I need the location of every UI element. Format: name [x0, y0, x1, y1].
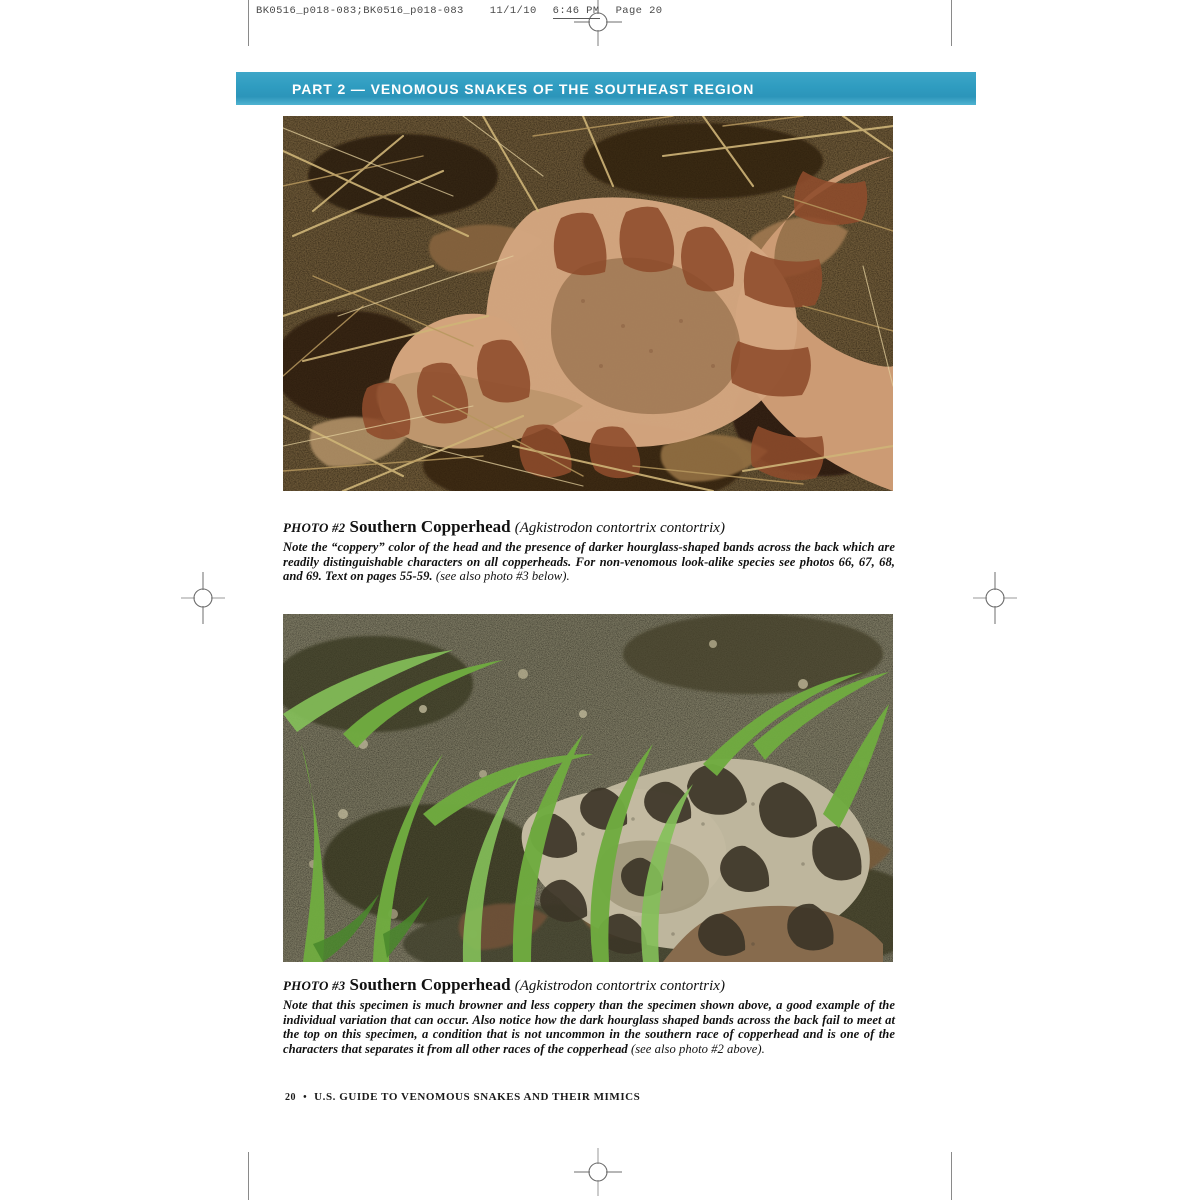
caption-photo-3 [283, 974, 895, 1057]
registration-target-icon-bottom [598, 1172, 599, 1173]
slug-date: 11/1/10 [489, 5, 537, 17]
registration-target-icon-left [203, 598, 204, 599]
page-footer [285, 1091, 640, 1103]
caption-photo-2 [283, 516, 895, 584]
slug-page-label: Page 20 [615, 5, 663, 17]
caption-body [283, 998, 895, 1057]
footer-running-title: U.S. GUIDE TO VENOMOUS SNAKES AND THEIR MIMICS [314, 1091, 641, 1103]
caption-title [283, 974, 895, 996]
footer-page-number: 20 [285, 1092, 297, 1103]
photo-plate-3 [283, 614, 893, 962]
photo-plate-2 [283, 116, 893, 491]
caption-body-bold: Note the “coppery” color of the head and the presence of darker hourglass-shaped bands across the back which are readily distinguishable characters on all copperheads. For non-venomous look-alike species see photos 66, 67, 68, and 69. Text on pages 55-59. [283, 539, 895, 584]
part-banner [236, 72, 976, 105]
caption-photo-number: PHOTO #3 [283, 978, 346, 993]
registration-target-icon-top [598, 22, 599, 23]
caption-title [283, 516, 895, 538]
crop-mark-bottom-left [248, 1152, 249, 1200]
crop-mark-top-left [248, 0, 249, 46]
caption-common-name: Southern Copperhead [349, 517, 511, 536]
caption-latin-name: (Agkistrodon contortrix contortrix) [514, 520, 725, 536]
slug-filename: BK0516_p018-083;BK0516_p018-083 [256, 5, 464, 17]
footer-separator: • [303, 1092, 308, 1103]
proof-slug-line [256, 5, 663, 17]
caption-body-light: (see also photo #3 below). [435, 569, 570, 584]
caption-body-bold: Note that this specimen is much browner and less coppery than the specimen shown above, a good example of the individual variation that can occur. Also notice how the dark hourglass shaped bands across the back fail to meet at the top on this specimen, a condition that is not uncommon in the southern race of copperhead and is one of the characters that separates it from all other races of the copperhead [283, 997, 895, 1057]
registration-target-icon-right [995, 598, 996, 599]
caption-latin-name: (Agkistrodon contortrix contortrix) [514, 978, 725, 994]
crop-mark-bottom-right [951, 1152, 952, 1200]
slug-time: 6:46 PM [552, 5, 600, 17]
caption-common-name: Southern Copperhead [349, 975, 511, 994]
caption-body [283, 540, 895, 585]
part-banner-label: PART 2 — VENOMOUS SNAKES OF THE SOUTHEAST REGION [292, 81, 755, 97]
caption-body-light: (see also photo #2 above). [630, 1042, 765, 1057]
crop-mark-top-right [951, 0, 952, 46]
caption-photo-number: PHOTO #2 [283, 520, 346, 535]
